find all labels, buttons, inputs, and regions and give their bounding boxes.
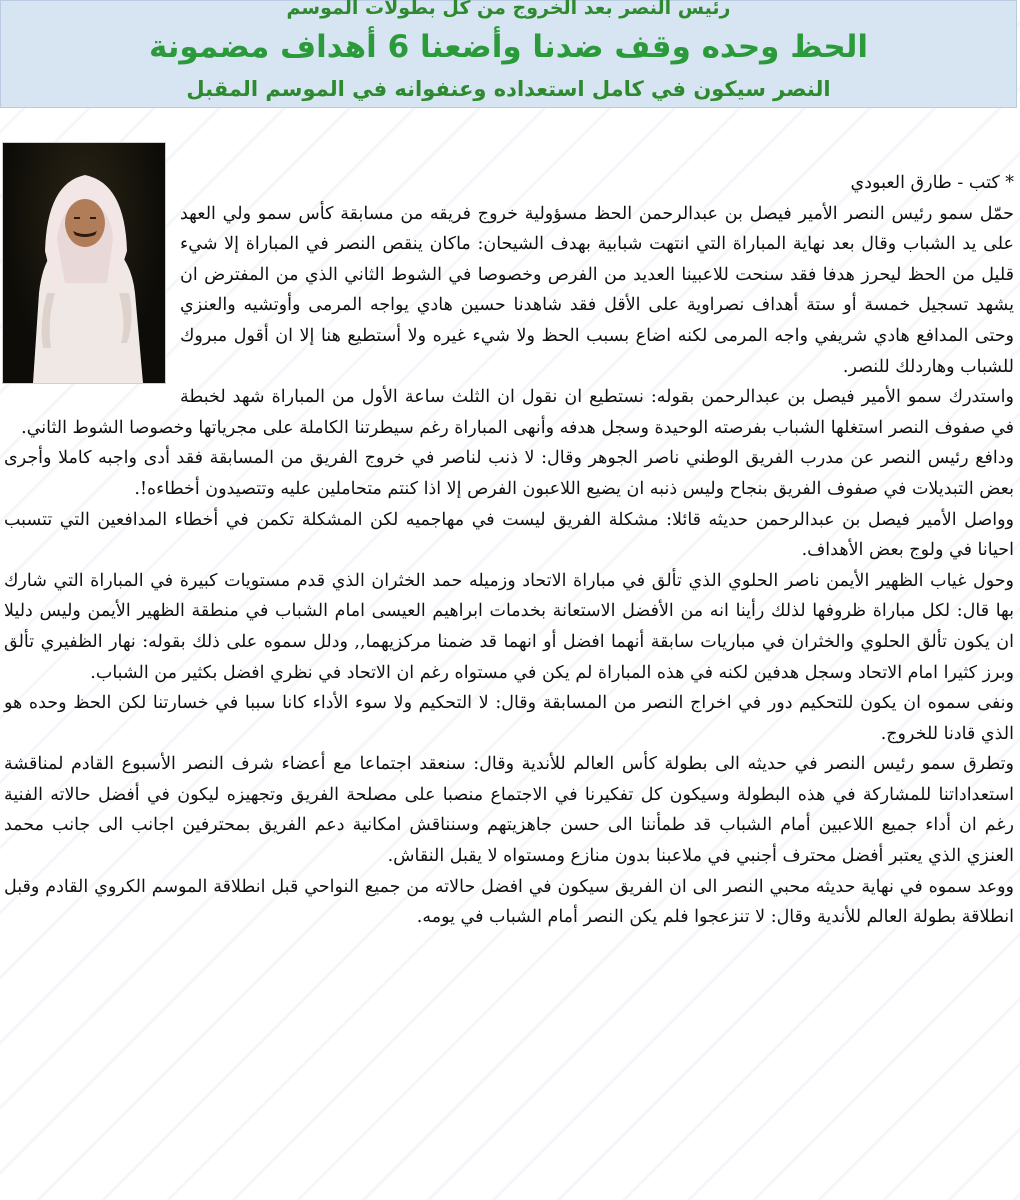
paragraph: حمّل سمو رئيس النصر الأمير فيصل بن عبدالرحمن الحظ مسؤولية خروج فريقه من مسابقة كأس سمو ولي العهد على يد الشباب وقال بعد نهاية المباراة التي انتهت شبابية بهدف الشيحان: ماكان ينقص النصر في المباراة إلا شيء قليل من الحظ ليحرز هدفا فقد سنحت للاعبينا العديد من الفرص وخصوصا في الشوط الثاني الذي من المفترض ان يشهد تسجيل خمسة أو ستة أهداف نصراوية على الأقل فقد شاهدنا حسين هادي يواجه المرمى وأوتشيه والعنزي وحتى المدافع هادي شريفي واجه المرمى لكنه اضاع بسبب الحظ ولا شيء غيره ولا أستطيع هنا إلا ان أقول مبروك للشباب وهاردلك للنصر.	[180, 203, 1014, 377]
paragraph: وحول غياب الظهير الأيمن ناصر الحلوي الذي تألق في مباراة الاتحاد وزميله حمد الخثران الذي قدم مستويات كبيرة في المباراة التي شارك بها قال: لكل مباراة ظروفها لذلك رأينا انه من الأفضل الاستعانة بخدمات ابراهيم العيسى امام الشباب في منطقة الظهير الأيمن وليس دليلا ان يكون تألق الحلوي والخثران في مباريات سابقة أنهما افضل أو انهما قد ضمنا مركزيهما,, ودلل سموه على ذلك بقوله: نهار الظفيري تألق وبرز كثيرا امام الاتحاد وسجل هدفين لكنه في هذه المباراة لم يكن في مستواه رغم ان الاتحاد في نظري افضل بكثير من الشباب.	[4, 570, 1014, 683]
sub-headline: النصر سيكون في كامل استعداده وعنفوانه في الموسم المقبل	[186, 77, 831, 101]
paragraph: وتطرق سمو رئيس النصر في حديثه الى بطولة كأس العالم للأندية وقال: سنعقد اجتماعا مع أعضاء شرف النصر الأسبوع القادم لمناقشة استعداداتنا للمشاركة في هذه البطولة وسيكون كل تفكيرنا في الاجتماع منصبا على مصلحة الفريق وتجهيزه ليكون في أفضل حالاته الفنية رغم ان أداء جميع اللاعبين أمام الشباب قد طمأننا الى حسن جاهزيتهم وسنناقش امكانية دعم الفريق بمحترفين اجانب الى جانب محمد العنزي الذي يعتبر أفضل محترف أجنبي في ملاعبنا بدون منازع ومستواه لا يقبل النقاش.	[4, 754, 1014, 867]
paragraph: واستدرك سمو الأمير فيصل بن عبدالرحمن بقوله: نستطيع ان نقول ان الثلث ساعة الأول من المباراة شهد لخبطة في صفوف النصر استغلها الشباب بفرصته الوحيدة وسجل هدفه وأنهى المباراة رغم سيطرتنا الكاملة على مجرياتها وخصوصا الشوط الثاني.	[21, 387, 1014, 438]
paragraph: وواصل الأمير فيصل بن عبدالرحمن حديثه قائلا: مشكلة الفريق ليست في مهاجميه لكن المشكلة تكمن في أخطاء المدافعين التي تتسبب احيانا في ولوج بعض الأهداف.	[4, 509, 1014, 561]
byline: * كتب - طارق العبودي	[850, 173, 1014, 193]
article-body	[4, 168, 1014, 933]
kicker: رئيس النصر بعد الخروج من كل بطولات الموسم	[286, 0, 731, 19]
headline-box	[0, 0, 1017, 108]
paragraph: ونفى سموه ان يكون للتحكيم دور في اخراج النصر من المسابقة وقال: لا التحكيم ولا سوء الأداء كانا سببا في خسارتنا لكن الحظ وحده هو الذي قادنا للخروج.	[4, 693, 1014, 744]
main-headline: الحظ وحده وقف ضدنا وأضعنا 6 أهداف مضمونة	[148, 29, 869, 65]
paragraph: ودافع رئيس النصر عن مدرب الفريق الوطني ناصر الجوهر وقال: لا ذنب لناصر في خروج الفريق من المسابقة فقد أدى واجبه كاملا وأجرى بعض التبديلات في صفوف الفريق بنجاح وليس ذنبه ان يضيع اللاعبون الفرص إلا اذا كنتم متحاملين عليه وتتصيدون أخطاءه!.	[4, 448, 1014, 499]
paragraph: ووعد سموه في نهاية حديثه محبي النصر الى ان الفريق سيكون في افضل حالاته من جميع النواحي قبل انطلاقة الموسم الكروي القادم وقبل انطلاقة بطولة العالم للأندية وقال: لا تنزعجوا فلم يكن النصر أمام الشباب في يومه.	[4, 876, 1014, 928]
